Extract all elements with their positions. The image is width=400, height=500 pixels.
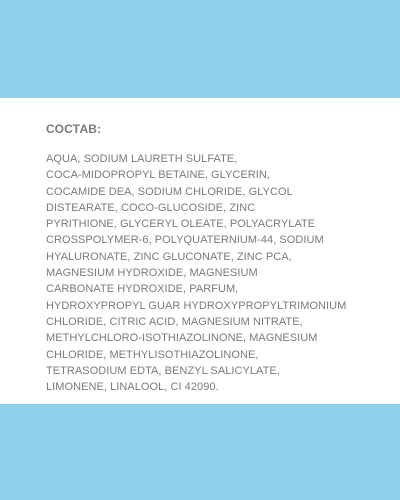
composition-panel <box>0 98 400 404</box>
composition-heading: СОСТАВ: <box>46 122 102 136</box>
top-color-band <box>0 0 400 98</box>
ingredients-list: AQUA, SODIUM LAURETH SULFATE, COCA-MIDOPROPYL BETAINE, GLYCERIN, COCAMIDE DEA, SODIUM CHLORIDE, GLYCOL DISTEARATE, COCO-GLUCOSIDE, ZINC PYRITHIONE, GLYCERYL OLEATE, POLYACRYLATE CROSSPOLYMER-6, POLYQUATERNIUM-44, SODIUM HYALURONATE, ZINC GLUCONATE, ZINC PCA, MAGNESIUM HYDROXIDE, MAGNESIUM CARBONATE HYDROXIDE, PARFUM, HYDROXYPROPYL GUAR HYDROXYPROPYLTRIMONIUM CHLORIDE, CITRIC ACID, MAGNESIUM NITRATE, METHYLCHLORO-ISOTHIAZOLINONE, MAGNESIUM CHLORIDE, METHYLISOTHIAZOLINONE, TETRASODIUM EDTA, BENZYL SALICYLATE, LIMONENE, LINALOOL, CI 42090. <box>46 153 347 394</box>
bottom-color-band <box>0 404 400 500</box>
